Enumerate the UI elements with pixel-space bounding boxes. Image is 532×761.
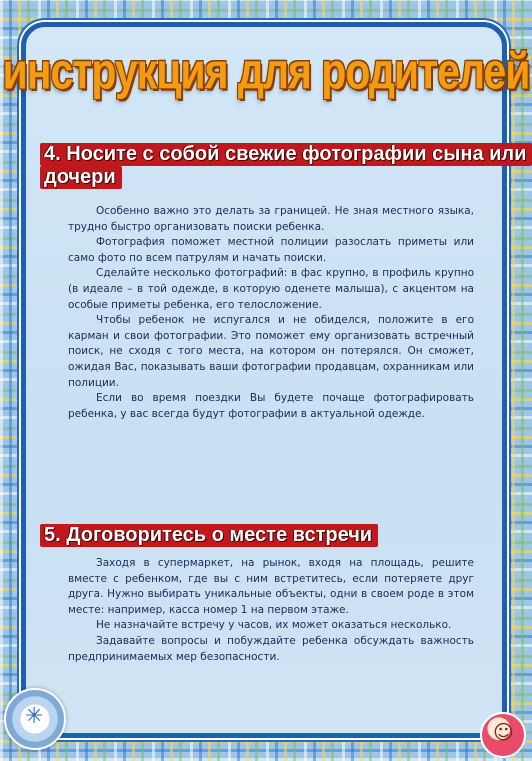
section-4-paragraph: Сделайте несколько фотографий: в фас крупно, в профиль крупно (в идеале – в той одежде, в которую оденете малыша), с акцентом на особые приметы ребенка, его телосложение. [68,267,474,311]
section-4-paragraph: Особенно важно это делать за границей. Не зная местного языка, трудно быстро организовать поиски ребенка. [68,205,474,233]
page-title: инструкция для родителей [2,42,530,100]
section-5-paragraph: Заходя в супермаркет, на рынок, входя на площадь, решите вместе с ребенком, где вы с ним встретитесь, если потеряете друг друга. Нужно выбирать уникальные объекты, одни в своем роде в этом месте: например, касса номер 1 на первом этаже. [68,557,474,616]
section-4-body [68,204,474,422]
star-icon: ✳ [25,704,44,729]
section-4-paragraph: Чтобы ребенок не испугался и не обиделся, положите в его карман и свои фотографии. Это поможет ему организовать встречный поиск, не сходя с того места, на котором он потерялся. Он сможет, ожидая Вас, показывать ваши фотографии продавцам, охранникам или полиции. [68,314,474,389]
section-4-heading-text: 4. Носите с собой свежие фотографии сына или дочери [40,143,532,189]
section-5-heading [40,524,378,547]
emblem-logo-icon [4,688,66,750]
smile-icon: ☺ [493,720,514,744]
child-face-logo-icon [480,712,526,758]
section-4-paragraph: Фотография поможет местной полиции разослать приметы или само фото по всем патрулям и начать поиски. [68,236,474,264]
section-4-paragraph: Если во время поездки Вы будете почаще фотографировать ребенка, у вас всегда будут фотографии в актуальной одежде. [68,392,474,420]
section-5-heading-text: 5. Договоритесь о месте встречи [40,524,378,547]
section-4-heading [40,143,532,189]
section-5-body [68,556,474,665]
section-5-paragraph: Не назначайте встречу у часов, их может оказаться несколько. [96,619,452,632]
section-5-paragraph: Задавайте вопросы и побуждайте ребенка обсуждать важность предпринимаемых мер безопасности. [68,634,474,663]
